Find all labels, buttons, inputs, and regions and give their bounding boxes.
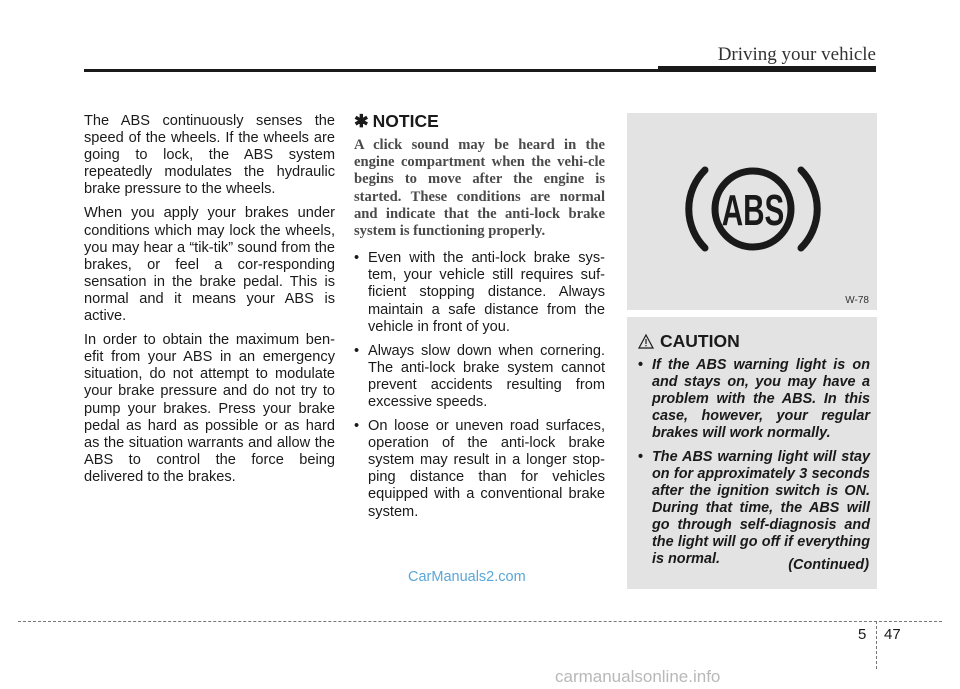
star-icon: ✱	[354, 111, 369, 131]
paragraph: The ABS continuously senses the speed of the wheels. If the wheels are going to lock, the ABS system repeatedly modulates the hydraulic brake pressure to the wheels.	[84, 113, 335, 198]
list-item: • The ABS warning light will stay on for approximately 3 seconds after the ignition switch is ON. During that time, the ABS will go through self-diagnosis and the light will go off if everything is normal.	[638, 449, 870, 568]
list-item: • On loose or uneven road surfaces, operation of the anti-lock brake system may result in a longer stop-ping distance than for vehicles equipped with a conventional brake system.	[354, 418, 605, 521]
list-item: • If the ABS warning light is on and stays on, you may have a problem with the ABS. In this case, however, your regular brakes will work normally.	[638, 357, 870, 442]
list-item: • Always slow down when cornering. The anti-lock brake system cannot prevent accidents resulting from excessive speeds.	[354, 343, 605, 411]
warning-triangle-icon	[638, 334, 654, 349]
notice-column	[354, 111, 605, 528]
watermark-text: CarManuals2.com	[408, 569, 526, 585]
abs-warning-figure	[627, 113, 877, 310]
paragraph: In order to obtain the maximum ben-efit from your ABS in an emergency situation, do not attempt to modulate your brake pressure and do not try to pump your brakes. Press your brake pedal as hard as possible or as hard as the situation warrants and allow the ABS to control the force being delivered to the brakes.	[84, 332, 335, 485]
notice-bullet-list	[354, 250, 605, 520]
page-number-separator	[876, 621, 877, 669]
continued-label: (Continued)	[788, 557, 869, 573]
caution-bullet-list	[638, 357, 870, 575]
header-rule-thick	[658, 66, 876, 72]
left-column	[84, 113, 335, 493]
caution-heading	[638, 331, 740, 352]
page-header-title: Driving your vehicle	[717, 44, 876, 65]
figure-label: W-78	[845, 295, 869, 306]
page-number: 47	[884, 626, 901, 643]
notice-heading	[354, 111, 605, 131]
footer-rule	[18, 621, 942, 622]
notice-body: A click sound may be heard in the engine compartment when the vehi-cle begins to move after the engine is started. These conditions are normal and indicate that the anti-lock brake system is functioning properly.	[354, 137, 605, 240]
paragraph: When you apply your brakes under conditions which may lock the wheels, you may hear a “tik-tik” sound from the brakes, or feel a cor-responding sensation in the brake pedal. This is normal and it means your ABS is active.	[84, 205, 335, 325]
caution-title: CAUTION	[660, 331, 740, 351]
footer-site-watermark: carmanualsonline.info	[555, 667, 721, 686]
chapter-number: 5	[858, 626, 867, 643]
abs-symbol-text: ABS	[721, 185, 785, 235]
caution-box	[627, 317, 877, 589]
list-item: • Even with the anti-lock brake sys-tem, your vehicle still requires suf-ficient stopping distance. Always maintain a safe distance from the vehicle in front of you.	[354, 250, 605, 335]
notice-title: NOTICE	[372, 111, 439, 131]
abs-warning-icon	[685, 164, 821, 254]
header-rule	[84, 69, 658, 72]
